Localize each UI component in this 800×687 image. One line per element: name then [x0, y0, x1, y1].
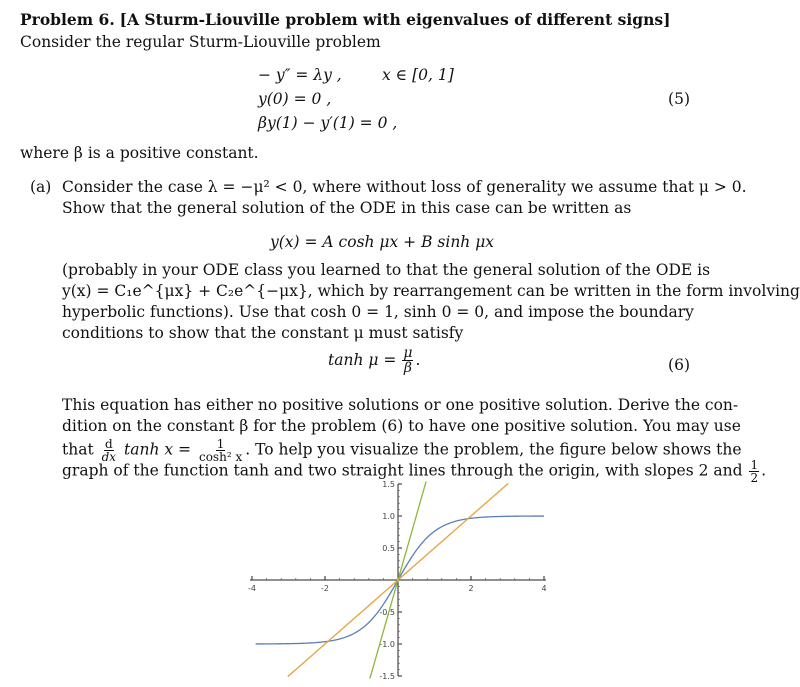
x-tick-label: 2	[468, 584, 474, 593]
tanh-den: β	[403, 360, 412, 376]
cosh-den: cosh² x	[198, 450, 243, 464]
y-tick-label: -0.5	[379, 608, 395, 617]
half-frac	[749, 459, 759, 484]
system-line1-eq: − y″ = λy ,	[258, 66, 342, 84]
where-text: where β is a positive constant.	[20, 144, 259, 162]
y-tick-label: 1.5	[382, 480, 395, 489]
part-a-p3-line3	[62, 437, 742, 464]
problem-title: [A Sturm-Liouville problem with eigenvalues of different signs]	[119, 10, 671, 29]
tanh-figure	[230, 478, 560, 683]
part-a-p3-line1: This equation has either no positive solutions or one positive solution. Derive the con-	[62, 396, 739, 414]
y-tick-label: 0.5	[382, 544, 395, 553]
intro-text: Consider the regular Sturm-Liouville problem	[20, 33, 381, 51]
part-a-line2: Show that the general solution of the ODE in this case can be written as	[62, 199, 632, 217]
eq5-number: (5)	[668, 90, 690, 108]
part-a-para2	[62, 261, 800, 345]
x-tick-label: -2	[321, 584, 329, 593]
d-den: dx	[101, 450, 117, 464]
one-num: 1	[216, 437, 225, 451]
part-a-p2-line4: conditions to show that the constant μ must satisfy	[62, 324, 464, 342]
part-a-line1: Consider the case λ = −μ² < 0, where without loss of generality we assume that μ > 0.	[62, 178, 747, 196]
half-den: 2	[750, 471, 759, 485]
mu-over-beta	[402, 346, 413, 375]
half-num: 1	[750, 458, 759, 472]
p3-line3-c: . To help you visualize the problem, the figure below shows the	[245, 440, 742, 459]
p3-line3-b: tanh x =	[124, 440, 192, 459]
x-tick-label: 4	[541, 584, 547, 593]
eq6-number: (6)	[668, 356, 690, 374]
problem-heading	[20, 10, 670, 30]
system-line3: βy(1) − y′(1) = 0 ,	[258, 114, 398, 132]
p3-line3-a: that	[62, 440, 94, 459]
equation-6	[328, 346, 420, 375]
part-a-p2-line2: y(x) = C₁e^{μx} + C₂e^{−μx}, which by rearrangement can be written in the form involving	[62, 282, 800, 300]
tanh-lhs: tanh μ =	[328, 350, 397, 369]
eq6-period: .	[415, 350, 421, 369]
y-tick-label: -1.0	[379, 640, 395, 649]
part-a-para1	[62, 178, 747, 220]
part-a-label: (a)	[30, 178, 52, 196]
part-a-p3-line2: dition on the constant β for the problem (6) to have one positive solution. You may use	[62, 417, 741, 435]
part-a-p2-line3: hyperbolic functions). Use that cosh 0 = 1, sinh 0 = 0, and impose the boundary	[62, 303, 694, 321]
y-tick-label: 1.0	[382, 512, 395, 521]
part-a-p2-line1: (probably in your ODE class you learned to that the general solution of the ODE is	[62, 261, 711, 279]
system-line1-domain: x ∈ [0, 1]	[382, 66, 454, 84]
d-num: d	[105, 437, 113, 451]
problem-label: Problem 6.	[20, 10, 115, 29]
y-tick-label: -1.5	[379, 672, 395, 681]
system-line2: y(0) = 0 ,	[258, 90, 332, 108]
general-solution: y(x) = A cosh μx + B sinh μx	[270, 233, 495, 251]
p3-line4-period: .	[761, 461, 767, 480]
tanh-num: μ	[403, 345, 413, 361]
x-tick-label: -4	[248, 584, 256, 593]
p3-line4-text: graph of the function tanh and two straight lines through the origin, with slopes 2 and	[62, 461, 743, 480]
